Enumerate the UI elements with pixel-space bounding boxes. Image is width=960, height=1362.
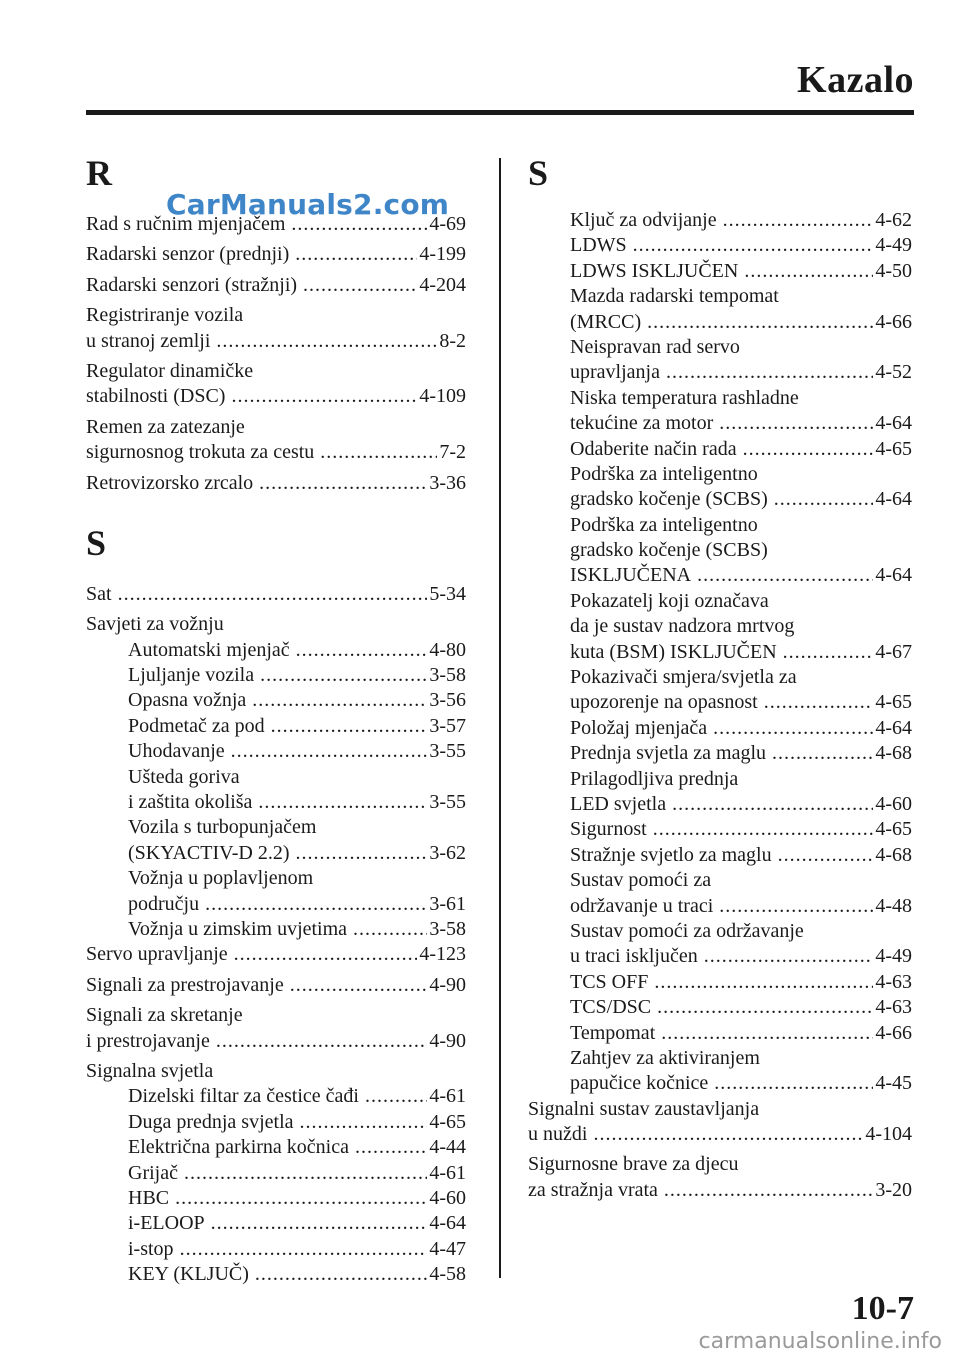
entry-page: 4-44 [429,1136,466,1159]
entry-page: 4-66 [875,1021,912,1044]
leader-dots [723,208,874,233]
index-entry [528,1122,912,1147]
header-rule [86,110,914,115]
index-subentry [528,665,912,690]
index-entry [86,242,466,267]
index-entry [86,1003,466,1028]
index-subentry [528,868,912,893]
entry-text: Opasna vožnja [128,689,247,712]
entry-text: održavanje u traci [570,894,714,917]
index-subentry [86,1084,466,1109]
entry-text: LDWS [570,234,627,257]
entry-text: Podrška za inteligentno [570,462,758,485]
entry-page: 4-50 [875,259,912,282]
entry-text: Grijač [128,1161,178,1184]
entry-page: 4-64 [875,564,912,587]
footer-watermark: carmanualsonline.info [698,1329,942,1354]
watermark-text: CarManuals2.com [166,188,450,221]
section-letter-s: S [528,153,549,193]
index-entry [86,415,466,440]
index-subentry [528,817,912,842]
index-subentry [86,866,466,891]
entry-text: Sigurnosne brave za djecu [528,1153,739,1176]
leader-dots [175,1186,427,1211]
index-subentry [528,563,912,588]
leader-dots [295,242,417,267]
entry-text: Radarski senzor (prednji) [86,243,290,266]
index-subentry [528,386,912,411]
entry-text: KEY (KLJUČ) [128,1263,249,1286]
leader-dots [772,741,873,766]
leader-dots [719,411,873,436]
entry-page: 4-65 [875,818,912,841]
entry-text: Podmetač za pod [128,714,265,737]
s-entries-continued [528,208,912,1203]
leader-dots [259,471,427,496]
index-subentry [528,767,912,792]
entry-text: Remen za zatezanje [86,415,245,438]
index-entry [86,384,466,409]
entry-page: 3-36 [429,471,466,494]
entry-text: Sustav pomoći za [570,869,712,892]
leader-dots [353,917,427,942]
index-subentry [528,513,912,538]
entry-page: 3-57 [429,714,466,737]
entry-text: Dizelski filtar za čestice čađi [128,1085,359,1108]
entry-page: 4-204 [419,273,466,296]
leader-dots [365,1084,427,1109]
index-subentry [528,411,912,436]
index-subentry [528,589,912,614]
index-subentry [528,233,912,258]
index-subentry [86,1211,466,1236]
entry-page: 4-63 [875,996,912,1019]
index-subentry [86,765,466,790]
section-letter-s: S [86,522,107,563]
entry-text: gradsko kočenje (SCBS) [570,539,768,562]
entry-text: Sigurnost [570,818,647,841]
leader-dots [713,716,873,741]
entry-text: Tempomat [570,1021,656,1044]
s-entries [86,582,466,1288]
leader-dots [271,714,428,739]
entry-page: 4-49 [875,234,912,257]
index-entry [86,1029,466,1054]
leader-dots [778,843,874,868]
column-divider [499,158,501,1278]
entry-text: u nuždi [528,1123,588,1146]
entry-text: i-ELOOP [128,1212,205,1235]
leader-dots [764,690,874,715]
leader-dots [231,384,417,409]
entry-page: 3-61 [429,892,466,915]
entry-page: 3-55 [429,791,466,814]
index-entry [86,440,466,465]
entry-text: Zahtjev za aktiviranjem [570,1046,760,1069]
leader-dots [118,582,428,607]
leader-dots [216,329,437,354]
entry-page: 4-65 [875,691,912,714]
leader-dots [664,1178,873,1203]
index-subentry [528,919,912,944]
index-subentry [528,437,912,462]
entry-page: 4-67 [875,640,912,663]
index-subentry [86,714,466,739]
entry-text: gradsko kočenje (SCBS) [570,488,768,511]
entry-page: 4-47 [429,1237,466,1260]
index-subentry [86,739,466,764]
page-number: 10-7 [851,1290,914,1327]
index-subentry [86,688,466,713]
index-subentry [528,1071,912,1096]
leader-dots [633,233,874,258]
entry-page: 4-60 [875,792,912,815]
index-subentry [528,284,912,309]
entry-text: Signalni sustav zaustavljanja [528,1097,760,1120]
leader-dots [231,739,428,764]
entry-page: 4-48 [875,894,912,917]
index-subentry [528,741,912,766]
leader-dots [774,487,874,512]
leader-dots [672,792,873,817]
entry-page: 4-65 [429,1110,466,1133]
index-subentry [528,792,912,817]
index-subentry [528,360,912,385]
leader-dots [252,688,427,713]
index-entry [86,612,466,637]
entry-text: Vožnja u poplavljenom [128,867,314,890]
leader-dots [653,817,874,842]
index-subentry [528,335,912,360]
index-subentry [528,843,912,868]
entry-page: 3-20 [875,1178,912,1201]
entry-text: tekućine za motor [570,412,714,435]
entry-page: 7-2 [439,441,466,464]
entry-text: Registriranje vozila [86,304,244,327]
entry-text: TCS/DSC [570,996,652,1019]
entry-page: 3-62 [429,841,466,864]
index-entry [86,303,466,328]
index-subentry [528,690,912,715]
index-subentry [528,1046,912,1071]
index-entry [528,1178,912,1203]
leader-dots [666,360,873,385]
entry-text: LDWS ISKLJUČEN [570,259,739,282]
index-subentry [528,995,912,1020]
index-subentry [86,917,466,942]
index-entry [86,212,466,237]
leader-dots [296,638,428,663]
entry-text: HBC [128,1186,170,1209]
entry-text: Sustav pomoći za održavanje [570,919,804,942]
index-subentry [86,1161,466,1186]
entry-text: i-stop [128,1237,174,1260]
index-entry [86,329,466,354]
entry-page: 4-64 [875,412,912,435]
index-subentry [528,716,912,741]
entry-text: i zaštita okoliša [128,791,253,814]
entry-text: području [128,892,200,915]
index-subentry [86,841,466,866]
entry-page: 4-62 [875,209,912,231]
leader-dots [744,259,873,284]
entry-text: (SKYACTIV-D 2.2) [128,841,290,864]
leader-dots [714,1071,873,1096]
index-subentry [528,259,912,284]
entry-text: Savjeti za vožnju [86,613,224,636]
leader-dots [647,310,873,335]
entry-page: 4-64 [875,716,912,739]
leader-dots [255,1262,427,1287]
entry-page: 4-58 [429,1263,466,1286]
entry-text: Niska temperatura rashladne [570,386,799,409]
entry-page: 4-45 [875,1072,912,1095]
entry-text: za stražnja vrata [528,1178,658,1201]
index-subentry [86,1262,466,1287]
entry-text: i prestrojavanje [86,1029,210,1052]
entry-page: 4-64 [429,1212,466,1235]
index-subentry [86,1237,466,1262]
index-subentry [86,663,466,688]
leader-dots [291,212,427,237]
index-subentry [528,208,912,233]
left-column [86,150,466,1287]
entry-text: (MRCC) [570,310,642,333]
entry-page: 4-199 [419,243,466,266]
r-entries [86,212,466,496]
leader-dots [211,1211,428,1236]
index-entry [86,273,466,298]
index-subentry [528,970,912,995]
leader-dots [300,1110,428,1135]
leader-dots [180,1237,428,1262]
entry-text: Podrška za inteligentno [570,513,758,536]
entry-text: Mazda radarski tempomat [570,285,779,308]
index-subentry [86,892,466,917]
leader-dots [719,894,873,919]
entry-text: papučice kočnice [570,1072,709,1095]
index-subentry [528,310,912,335]
leader-dots [654,970,873,995]
entry-text: Servo upravljanje [86,943,228,966]
section-letter-r: R [86,153,112,193]
entry-text: Duga prednja svjetla [128,1110,294,1133]
index-entry [86,942,466,967]
entry-page: 4-104 [865,1123,912,1146]
entry-text: sigurnosnog trokuta za cestu [86,441,315,464]
entry-text: TCS OFF [570,970,649,993]
entry-text: stabilnosti (DSC) [86,385,226,408]
entry-page: 4-68 [875,742,912,765]
entry-page: 4-49 [875,945,912,968]
leader-dots [704,944,874,969]
index-subentry [528,1021,912,1046]
index-subentry [528,944,912,969]
entry-text: da je sustav nadzora mrtvog [570,615,795,638]
entry-page: 4-80 [429,638,466,661]
entry-page: 5-34 [429,582,466,605]
leader-dots [697,563,873,588]
index-subentry [528,538,912,563]
entry-text: Pokazatelj koji označava [570,589,769,612]
entry-text: Ušteda goriva [128,765,240,788]
index-subentry [528,487,912,512]
index-subentry [86,638,466,663]
entry-text: kuta (BSM) ISKLJUČEN [570,640,777,663]
index-entry [86,973,466,998]
entry-page: 4-61 [429,1085,466,1108]
entry-page: 4-123 [419,943,466,966]
entry-text: Položaj mjenjača [570,716,708,739]
entry-text: Signali za prestrojavanje [86,973,284,996]
entry-text: Vozila s turbopunjačem [128,816,317,839]
entry-page: 4-61 [429,1161,466,1184]
entry-text: Ključ za odvijanje [570,209,717,231]
index-subentry [528,640,912,665]
leader-dots [355,1135,427,1160]
leader-dots [260,663,427,688]
leader-dots [295,841,427,866]
index-entry [86,471,466,496]
leader-dots [216,1029,427,1054]
leader-dots [258,790,427,815]
entry-text: upravljanja [570,361,660,384]
entry-text: Pokazivači smjera/svjetla za [570,666,797,689]
leader-dots [320,440,437,465]
leader-dots [290,973,428,998]
leader-dots [657,995,873,1020]
leader-dots [184,1161,427,1186]
entry-page: 4-66 [875,310,912,333]
entry-page: 8-2 [439,329,466,352]
entry-text: Signalna svjetla [86,1059,214,1082]
index-subentry [528,462,912,487]
index-subentry [86,1135,466,1160]
leader-dots [593,1122,863,1147]
entry-text: Regulator dinamičke [86,359,254,382]
index-subentry [86,815,466,840]
entry-text: u stranoj zemlji [86,329,211,352]
index-entry [528,1097,912,1122]
index-entry [86,1059,466,1084]
entry-text: Vožnja u zimskim uvjetima [128,917,348,940]
entry-page: 4-90 [429,1029,466,1052]
leader-dots [783,640,874,665]
entry-text: LED svjetla [570,792,667,815]
entry-page: 4-64 [875,488,912,511]
entry-text: Neispravan rad servo [570,335,740,358]
entry-page: 3-58 [429,917,466,940]
entry-page: 4-109 [419,385,466,408]
entry-page: 4-90 [429,973,466,996]
entry-page: 3-56 [429,689,466,712]
leader-dots [234,942,418,967]
right-column [528,150,912,1203]
entry-text: Sat [86,582,112,605]
entry-text: Signali za skretanje [86,1004,243,1027]
entry-text: ISKLJUČENA [570,564,692,587]
entry-page: 4-65 [875,437,912,460]
index-subentry [86,1110,466,1135]
entry-text: Odaberite način rada [570,437,737,460]
leader-dots [205,892,427,917]
index-entry [86,359,466,384]
index-subentry [86,790,466,815]
entry-page: 4-63 [875,970,912,993]
entry-page: 4-68 [875,843,912,866]
entry-text: upozorenje na opasnost [570,691,758,714]
leader-dots [743,437,874,462]
entry-text: u traci isključen [570,945,698,968]
entry-text: Ljuljanje vozila [128,664,255,687]
entry-page: 3-55 [429,740,466,763]
entry-text: Električna parkirna kočnica [128,1136,349,1159]
entry-text: Stražnje svjetlo za maglu [570,843,772,866]
index-subentry [528,614,912,639]
entry-text: Uhodavanje [128,740,225,763]
index-entry [86,582,466,607]
entry-text: Radarski senzori (stražnji) [86,273,298,296]
index-subentry [528,894,912,919]
entry-text: Prilagodljiva prednja [570,767,739,790]
leader-dots [661,1021,873,1046]
entry-text: Retrovizorsko zrcalo [86,471,254,494]
entry-text: Rad s ručnim mjenjačem [86,213,286,235]
entry-page: 4-60 [429,1186,466,1209]
page-title: Kazalo [797,59,914,101]
entry-page: 3-58 [429,664,466,687]
leader-dots [303,273,417,298]
entry-page: 4-69 [429,213,466,235]
index-subentry [86,1186,466,1211]
index-entry [528,1152,912,1177]
entry-text: Prednja svjetla za maglu [570,742,767,765]
entry-page: 4-52 [875,361,912,384]
entry-text: Automatski mjenjač [128,638,290,661]
